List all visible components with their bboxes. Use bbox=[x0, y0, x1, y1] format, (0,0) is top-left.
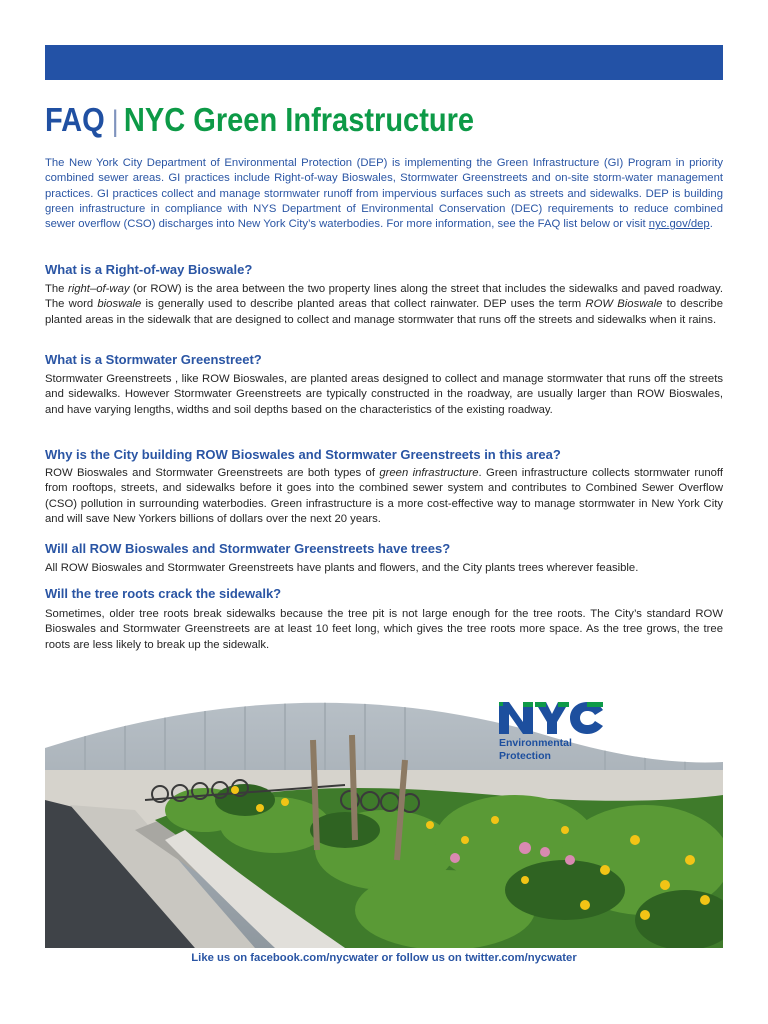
question-roots: Will the tree roots crack the sidewalk? bbox=[45, 586, 282, 601]
answer-text: (or ROW) is the area between the two property lines along the street that includes the sidewalks and paved roadway. The word bbox=[45, 283, 723, 311]
social-footer: Like us on facebook.com/nycwater or follow us on twitter.com/nycwater bbox=[191, 952, 577, 964]
answer-roots: Sometimes, older tree roots break sidewalks because the tree pit is not large enough for the tree roots. The City’s standard ROW Bioswales and Stormwater Greenstreets are at least 10 feet long, which gives the tree roots more space. As the tree grows, the tree roots are less likely to break up the sidewalk. bbox=[45, 608, 723, 651]
logo-line-1: Environmental bbox=[499, 737, 572, 749]
logo-caption bbox=[499, 737, 572, 763]
intro-end: . bbox=[709, 218, 713, 231]
intro-text: The New York City Department of Environmental Protection (DEP) is implementing the Green Infrastructure (GI) Program in priority combined sewer areas. GI practices include Right-of-way Bioswales, Stormwater Greenstreets and on-site storm-water management practices. GI practices collect and manage stormwater runoff from impervious surfaces such as streets and sidewalks. DEP is building green infrastructure in compliance with NYS Department of Environmental Conservation (DEC) requirements to reduce combined sewer overflow (CSO) discharges into New York City’s waterbodies. For more information, see the FAQ list below or visit bbox=[45, 157, 723, 231]
title-separator: | bbox=[111, 105, 119, 138]
answer-trees: All ROW Bioswales and Stormwater Greenstreets have plants and flowers, and the City plants trees wherever feasible. bbox=[45, 562, 639, 574]
answer-text: ROW Bioswales and Stormwater Greenstreets are both types of bbox=[45, 467, 380, 479]
header-bar bbox=[45, 45, 723, 80]
faq-label: FAQ bbox=[45, 101, 105, 138]
answer-italic: ROW Bioswale bbox=[585, 298, 663, 311]
answer-italic: green infrastructure bbox=[379, 467, 479, 479]
bioswale-photo bbox=[45, 690, 723, 948]
question-trees: Will all ROW Bioswales and Stormwater Greenstreets have trees? bbox=[45, 541, 451, 556]
question-why-building: Why is the City building ROW Bioswales and Stormwater Greenstreets in this area? bbox=[45, 447, 561, 462]
question-bioswale: What is a Right-of-way Bioswale? bbox=[45, 262, 253, 277]
answer-bioswale bbox=[45, 282, 723, 328]
answer-text: . Green infrastructure collects stormwater runoff from rooftops, streets, and sidewalks before it goes into the combined sewer system and contributes to Combined Sewer Overflow (CSO) pollution in surrounding waterbodies. Green infrastructure is a more cost-effective way to manage stormwater in New York City and will save New Yorkers billions of dollars over the next 20 years. bbox=[45, 467, 724, 526]
answer-why-building bbox=[45, 466, 723, 528]
logo-line-2: Protection bbox=[499, 750, 551, 762]
page-title bbox=[45, 98, 474, 144]
dep-link[interactable]: nyc.gov/dep bbox=[648, 218, 710, 231]
answer-italic: bioswale bbox=[97, 298, 142, 311]
title-text: NYC Green Infrastructure bbox=[123, 101, 475, 138]
answer-text: to describe planted areas in the sidewalk that are designed to collect and manage stormwater that runs off the streets and sidewalks when it rains. bbox=[45, 298, 723, 326]
answer-text: The bbox=[45, 283, 68, 295]
answer-text: is generally used to describe planted areas that collect rainwater. DEP uses the term bbox=[141, 298, 586, 311]
intro-paragraph bbox=[45, 156, 723, 232]
answer-greenstreet: Stormwater Greenstreets , like ROW Bioswales, are planted areas designed to collect and manage stormwater that runs off the streets and sidewalks. However Stormwater Greenstreets are typically constructed in the roadway, are usually larger than ROW Bioswales, and have varying lengths, widths and soil depths based on the characteristics of the existing roadway. bbox=[45, 373, 723, 416]
question-greenstreet: What is a Stormwater Greenstreet? bbox=[45, 352, 262, 367]
answer-italic: right–of-way bbox=[67, 283, 130, 295]
